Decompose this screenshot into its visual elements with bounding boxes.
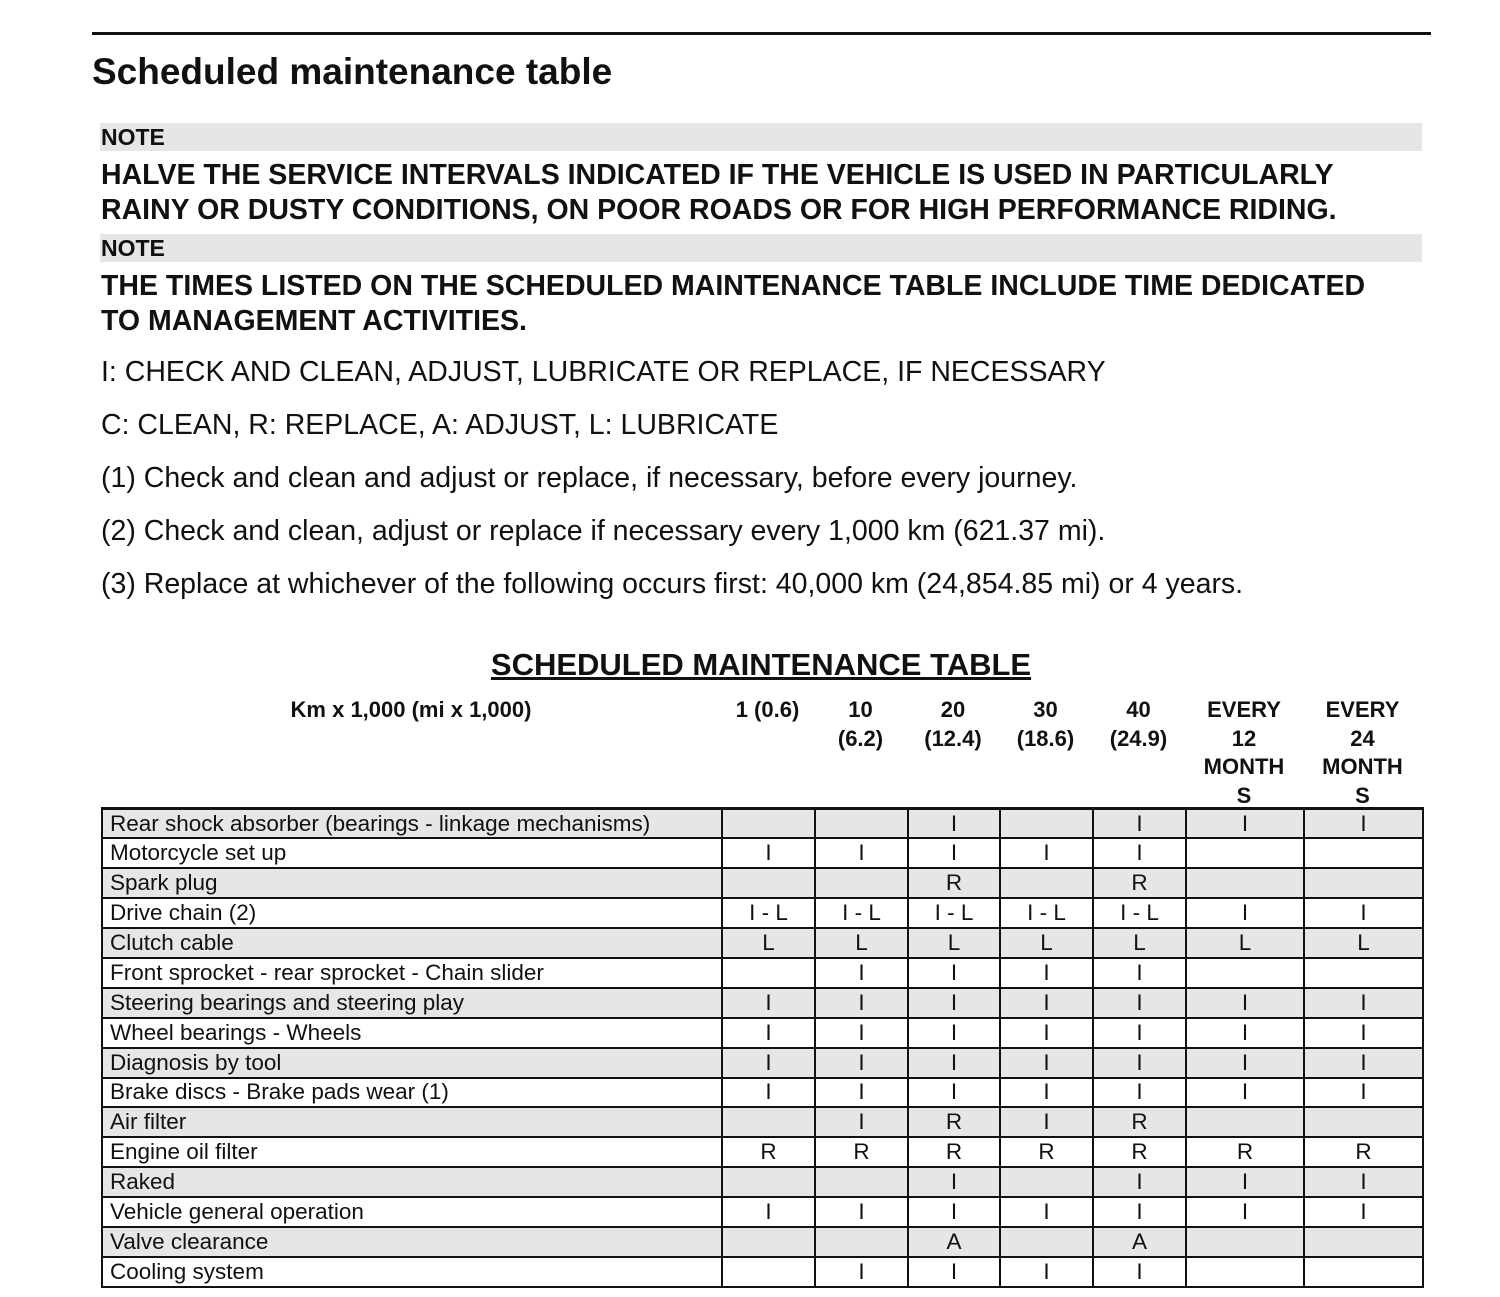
column-header-line: 30 <box>1033 697 1058 722</box>
table-cell: I <box>1093 1078 1186 1108</box>
table-cell: I <box>908 1078 1000 1108</box>
note-text <box>101 158 1431 228</box>
table-cell <box>722 1167 815 1197</box>
table-cell <box>1000 1167 1093 1197</box>
table-row <box>102 1167 1423 1197</box>
table-cell: I <box>908 838 1000 868</box>
table-cell <box>815 868 908 898</box>
column-header-line: 20 <box>940 697 966 722</box>
table-cell: R <box>722 1137 815 1167</box>
table-cell: I <box>722 1078 815 1108</box>
column-header-line: MONTH <box>1322 754 1403 779</box>
table-cell: I <box>815 838 908 868</box>
table-row <box>102 958 1423 988</box>
interval-header: Km x 1,000 (mi x 1,000) <box>290 697 532 722</box>
row-item-label: Diagnosis by tool <box>102 1048 722 1078</box>
row-item-label: Clutch cable <box>102 928 722 958</box>
table-cell: I <box>908 988 1000 1018</box>
table-cell: I <box>1000 1078 1093 1108</box>
table-cell: L <box>908 928 1000 958</box>
table-cell <box>1304 1227 1423 1257</box>
column-header <box>1092 696 1185 753</box>
table-row <box>102 1227 1423 1257</box>
table-cell: I <box>1000 1048 1093 1078</box>
table-cell: I <box>815 1257 908 1287</box>
table-cell: I <box>722 1048 815 1078</box>
row-item-label: Steering bearings and steering play <box>102 988 722 1018</box>
table-cell: I - L <box>722 898 815 928</box>
legend-line: (3) Replace at whichever of the following occurs first: 40,000 km (24,854.85 mi) or 4 years. <box>101 568 1244 600</box>
table-cell: I <box>815 1197 908 1227</box>
row-item-label: Motorcycle set up <box>102 838 722 868</box>
table-cell: I <box>1304 1197 1423 1227</box>
table-title: SCHEDULED MAINTENANCE TABLE <box>490 647 1032 682</box>
table-cell: I <box>908 1018 1000 1048</box>
table-cell: I <box>1000 958 1093 988</box>
row-item-label: Engine oil filter <box>102 1137 722 1167</box>
column-header-line: 10 <box>848 697 873 722</box>
table-cell: I <box>722 838 815 868</box>
row-item-label: Cooling system <box>102 1257 722 1287</box>
table-cell: I <box>1304 1078 1423 1108</box>
note-label: NOTE <box>101 124 165 150</box>
maintenance-table <box>101 807 1424 1288</box>
table-cell: I <box>815 1107 908 1137</box>
table-cell: I <box>908 1197 1000 1227</box>
table-row <box>102 1018 1423 1048</box>
table-cell: R <box>1186 1137 1304 1167</box>
page-heading: Scheduled maintenance table <box>92 51 613 92</box>
table-cell: I <box>908 1167 1000 1197</box>
table-cell: I <box>1000 1197 1093 1227</box>
table-cell: I <box>1186 809 1304 839</box>
table-cell: I - L <box>1000 898 1093 928</box>
note-line: TO MANAGEMENT ACTIVITIES. <box>101 305 527 337</box>
column-header <box>814 696 907 753</box>
legend-line: (2) Check and clean, adjust or replace if necessary every 1,000 km (621.37 mi). <box>101 515 1106 547</box>
column-header-line: S <box>1355 782 1370 808</box>
table-cell: I - L <box>908 898 1000 928</box>
table-cell: R <box>1304 1137 1423 1167</box>
row-item-label: Spark plug <box>102 868 722 898</box>
column-header-line: MONTH <box>1203 754 1285 779</box>
row-item-label: Wheel bearings - Wheels <box>102 1018 722 1048</box>
table-cell: I <box>1186 1197 1304 1227</box>
table-cell: R <box>1093 1107 1186 1137</box>
table-cell: I <box>815 1018 908 1048</box>
table-row <box>102 898 1423 928</box>
table-row <box>102 1078 1423 1108</box>
table-cell <box>1186 1227 1304 1257</box>
column-header-line: (6.2) <box>837 725 884 751</box>
table-cell <box>722 1107 815 1137</box>
table-cell: I <box>1000 1107 1093 1137</box>
table-cell <box>722 868 815 898</box>
table-cell: I - L <box>1093 898 1186 928</box>
table-cell <box>722 809 815 839</box>
table-row <box>102 988 1423 1018</box>
table-cell: I <box>722 988 815 1018</box>
table-cell: I <box>815 988 908 1018</box>
table-cell <box>1000 868 1093 898</box>
top-rule <box>92 32 1431 35</box>
table-row <box>102 1197 1423 1227</box>
table-cell: I <box>1304 988 1423 1018</box>
column-header-line: 24 <box>1350 725 1375 751</box>
table-cell: L <box>1093 928 1186 958</box>
row-item-label: Valve clearance <box>102 1227 722 1257</box>
column-header-line: S <box>1236 782 1252 808</box>
table-cell: I <box>908 809 1000 839</box>
table-cell: L <box>815 928 908 958</box>
column-header-line: (12.4) <box>924 725 982 751</box>
row-item-label: Raked <box>102 1167 722 1197</box>
table-cell: I <box>1093 1018 1186 1048</box>
table-cell: I <box>1093 958 1186 988</box>
column-header <box>1303 696 1422 810</box>
table-cell: I <box>1093 1048 1186 1078</box>
table-cell: L <box>1000 928 1093 958</box>
table-cell: I <box>1000 838 1093 868</box>
note-bar <box>100 123 1422 151</box>
legend-line: I: CHECK AND CLEAN, ADJUST, LUBRICATE OR REPLACE, IF NECESSARY <box>101 356 1106 388</box>
column-header <box>999 696 1092 753</box>
note-line: THE TIMES LISTED ON THE SCHEDULED MAINTENANCE TABLE INCLUDE TIME DEDICATED <box>101 270 1366 302</box>
note-bar <box>100 234 1422 262</box>
row-item-label: Brake discs - Brake pads wear (1) <box>102 1078 722 1108</box>
table-cell: I <box>1186 988 1304 1018</box>
table-row <box>102 928 1423 958</box>
table-cell <box>1186 868 1304 898</box>
table-cell: I <box>1186 1167 1304 1197</box>
table-cell: I <box>722 1197 815 1227</box>
table-row <box>102 838 1423 868</box>
column-header <box>1185 696 1303 810</box>
table-cell <box>722 1257 815 1287</box>
table-cell: I <box>1000 1018 1093 1048</box>
table-cell <box>722 958 815 988</box>
table-cell: A <box>908 1227 1000 1257</box>
table-cell: R <box>1093 1137 1186 1167</box>
table-row <box>102 809 1423 839</box>
table-cell: I <box>1186 1078 1304 1108</box>
column-header <box>907 696 999 753</box>
table-cell: I <box>1186 898 1304 928</box>
table-cell: I <box>1304 1018 1423 1048</box>
row-item-label: Rear shock absorber (bearings - linkage mechanisms) <box>102 809 722 839</box>
table-cell: R <box>1093 868 1186 898</box>
row-item-label: Air filter <box>102 1107 722 1137</box>
table-cell: I <box>815 958 908 988</box>
column-header-line: 1 (0.6) <box>735 697 800 722</box>
table-cell: I <box>1304 1048 1423 1078</box>
table-cell: R <box>1000 1137 1093 1167</box>
table-cell <box>1304 868 1423 898</box>
table-cell <box>1186 838 1304 868</box>
table-cell <box>1304 1257 1423 1287</box>
table-cell <box>722 1227 815 1257</box>
table-cell <box>815 1167 908 1197</box>
table-cell: I <box>1304 809 1423 839</box>
column-header <box>721 696 814 725</box>
table-cell: I <box>815 1078 908 1108</box>
table-cell: I <box>908 1048 1000 1078</box>
table-row <box>102 1048 1423 1078</box>
table-cell <box>1000 809 1093 839</box>
table-cell: I <box>1093 1197 1186 1227</box>
table-cell: I <box>1000 988 1093 1018</box>
row-item-label: Drive chain (2) <box>102 898 722 928</box>
table-cell: R <box>908 868 1000 898</box>
table-row <box>102 1137 1423 1167</box>
legend-line: C: CLEAN, R: REPLACE, A: ADJUST, L: LUBRICATE <box>101 409 779 441</box>
column-header-line: 12 <box>1231 725 1257 751</box>
table-cell: L <box>1186 928 1304 958</box>
table-cell: I <box>1000 1257 1093 1287</box>
table-cell: I <box>1093 988 1186 1018</box>
note-line: HALVE THE SERVICE INTERVALS INDICATED IF THE VEHICLE IS USED IN PARTICULARLY <box>101 159 1334 191</box>
column-header-line: EVERY <box>1207 697 1281 722</box>
table-cell: I <box>1093 1257 1186 1287</box>
table-cell <box>1186 1107 1304 1137</box>
table-cell: I <box>1186 1018 1304 1048</box>
table-cell: I - L <box>815 898 908 928</box>
table-cell: I <box>1304 898 1423 928</box>
table-cell <box>815 809 908 839</box>
table-cell <box>1000 1227 1093 1257</box>
legend-line: (1) Check and clean and adjust or replace, if necessary, before every journey. <box>101 462 1078 494</box>
table-cell: L <box>722 928 815 958</box>
table-cell: R <box>815 1137 908 1167</box>
table-cell: A <box>1093 1227 1186 1257</box>
table-cell: I <box>1093 809 1186 839</box>
table-cell: I <box>815 1048 908 1078</box>
note-text <box>101 269 1431 339</box>
column-header-line: (24.9) <box>1109 725 1168 751</box>
table-cell: R <box>908 1137 1000 1167</box>
table-cell: I <box>1186 1048 1304 1078</box>
table-row <box>102 1257 1423 1287</box>
note-line: RAINY OR DUSTY CONDITIONS, ON POOR ROADS OR FOR HIGH PERFORMANCE RIDING. <box>101 194 1337 226</box>
table-cell <box>1304 958 1423 988</box>
table-cell: I <box>1093 1167 1186 1197</box>
column-header-line: EVERY <box>1325 697 1400 722</box>
column-header-line: (18.6) <box>1016 725 1075 751</box>
table-cell: I <box>722 1018 815 1048</box>
table-cell: I <box>908 958 1000 988</box>
table-cell: I <box>1093 838 1186 868</box>
note-label: NOTE <box>101 235 165 261</box>
table-cell: R <box>908 1107 1000 1137</box>
row-item-label: Vehicle general operation <box>102 1197 722 1227</box>
table-cell <box>1186 958 1304 988</box>
table-cell <box>1304 1107 1423 1137</box>
table-row <box>102 868 1423 898</box>
column-header-line: 40 <box>1126 697 1151 722</box>
table-cell <box>1186 1257 1304 1287</box>
table-cell: I <box>1304 1167 1423 1197</box>
table-cell <box>815 1227 908 1257</box>
table-cell: I <box>908 1257 1000 1287</box>
row-item-label: Front sprocket - rear sprocket - Chain slider <box>102 958 722 988</box>
table-cell: L <box>1304 928 1423 958</box>
table-cell <box>1304 838 1423 868</box>
table-row <box>102 1107 1423 1137</box>
